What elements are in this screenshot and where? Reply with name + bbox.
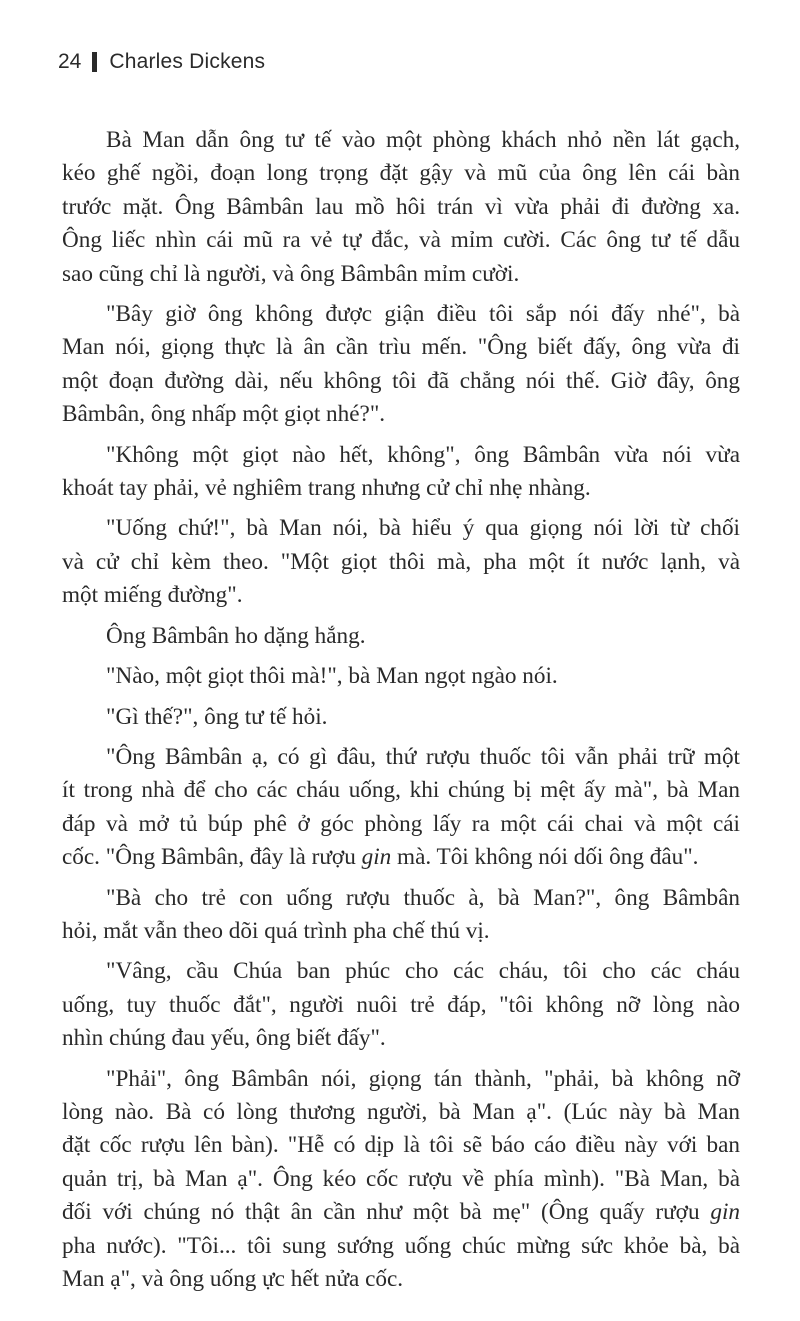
text-line: đáp và mở tủ búp phê ở góc phòng lấy ra một cái chai và một cái <box>62 810 740 837</box>
text-line: đối với chúng nó thật ân cần như một bà mẹ" (Ông quấy rượu gin <box>62 1199 740 1226</box>
text-line: Bâmbân, ông nhấp một giọt nhé?". <box>62 401 386 428</box>
body-text <box>62 124 740 1303</box>
paragraph <box>62 512 740 612</box>
paragraph <box>62 124 740 291</box>
text-line: khoát tay phải, vẻ nghiêm trang nhưng cử chỉ nhẹ nhàng. <box>62 475 591 502</box>
paragraph <box>62 741 740 875</box>
text-line: "Vâng, cầu Chúa ban phúc cho các cháu, tôi cho các cháu <box>106 958 740 985</box>
text-line: quản trị, bà Man ạ". Ông kéo cốc rượu về phía mình). "Bà Man, bà <box>62 1165 740 1192</box>
text-line: uống, tuy thuốc đắt", người nuôi trẻ đáp, "tôi không nỡ lòng nào <box>62 991 740 1018</box>
text-line: và cử chỉ kèm theo. "Một giọt thôi mà, pha một ít nước lạnh, và <box>62 548 740 575</box>
text-line: một đoạn đường dài, nếu không tôi đã chẳng nói thế. Giờ đây, ông <box>62 367 740 394</box>
text-line: đặt cốc rượu lên bàn). "Hễ có dịp là tôi sẽ báo cáo điều này với ban <box>62 1132 740 1159</box>
text-line: nhìn chúng đau yếu, ông biết đấy". <box>62 1025 386 1052</box>
text-line: "Bà cho trẻ con uống rượu thuốc à, bà Man?", ông Bâmbân <box>106 884 740 911</box>
text-line: Man ạ", và ông uống ực hết nửa cốc. <box>62 1266 404 1292</box>
text-line: "Uống chứ!", bà Man nói, bà hiểu ý qua giọng nói lời từ chối <box>106 515 740 542</box>
paragraph <box>62 882 740 949</box>
text-line: kéo ghế ngồi, đoạn long trọng đặt gậy và mũ của ông lên cái bàn <box>62 160 740 187</box>
text-line: sao cũng chỉ là người, và ông Bâmbân mỉm cười. <box>62 260 520 287</box>
paragraph <box>62 298 740 432</box>
text-line: "Không một giọt nào hết, không", ông Bâmbân vừa nói vừa <box>106 441 740 468</box>
text-line: ít trong nhà để cho các cháu uống, khi chúng bị mệt ấy mà", bà Man <box>62 777 740 804</box>
paragraph <box>62 1063 740 1297</box>
paragraph <box>62 701 740 734</box>
text-line: một miếng đường". <box>62 582 243 609</box>
author-name: Charles Dickens <box>109 50 266 73</box>
text-line: lòng nào. Bà có lòng thương người, bà Man ạ". (Lúc này bà Man <box>62 1098 740 1125</box>
text-line: "Phải", ông Bâmbân nói, giọng tán thành, "phải, bà không nỡ <box>106 1065 740 1092</box>
running-header <box>58 50 265 74</box>
text-line: "Bây giờ ông không được giận điều tôi sắp nói đấy nhé", bà <box>106 301 740 328</box>
header-divider <box>92 52 97 72</box>
text-line: Bà Man dẫn ông tư tế vào một phòng khách nhỏ nền lát gạch, <box>106 127 740 153</box>
paragraph <box>62 439 740 506</box>
text-line: "Nào, một giọt thôi mà!", bà Man ngọt ngào nói. <box>106 663 558 690</box>
paragraph <box>62 620 740 653</box>
text-line: cốc. "Ông Bâmbân, đây là rượu gin mà. Tôi không nói dối ông đâu". <box>62 844 699 871</box>
paragraph <box>62 955 740 1055</box>
text-line: Ông Bâmbân ho dặng hắng. <box>106 622 366 649</box>
text-line: hỏi, mắt vẫn theo dõi quá trình pha chế thú vị. <box>62 917 490 944</box>
text-line: "Gì thế?", ông tư tế hỏi. <box>106 703 328 730</box>
text-line: pha nước). "Tôi... tôi sung sướng uống chúc mừng sức khỏe bà, bà <box>62 1232 740 1259</box>
text-line: Man nói, giọng thực là ân cần trìu mến. "Ông biết đấy, ông vừa đi <box>62 334 740 361</box>
text-line: trước mặt. Ông Bâmbân lau mồ hôi trán vì vừa phải đi đường xa. <box>62 193 740 220</box>
text-line: Ông liếc nhìn cái mũ ra vẻ tự đắc, và mỉm cười. Các ông tư tế dẫu <box>62 227 740 254</box>
page-number: 24 <box>58 50 82 73</box>
paragraph <box>62 660 740 693</box>
text-line: "Ông Bâmbân ạ, có gì đâu, thứ rượu thuốc tôi vẫn phải trữ một <box>106 743 740 770</box>
